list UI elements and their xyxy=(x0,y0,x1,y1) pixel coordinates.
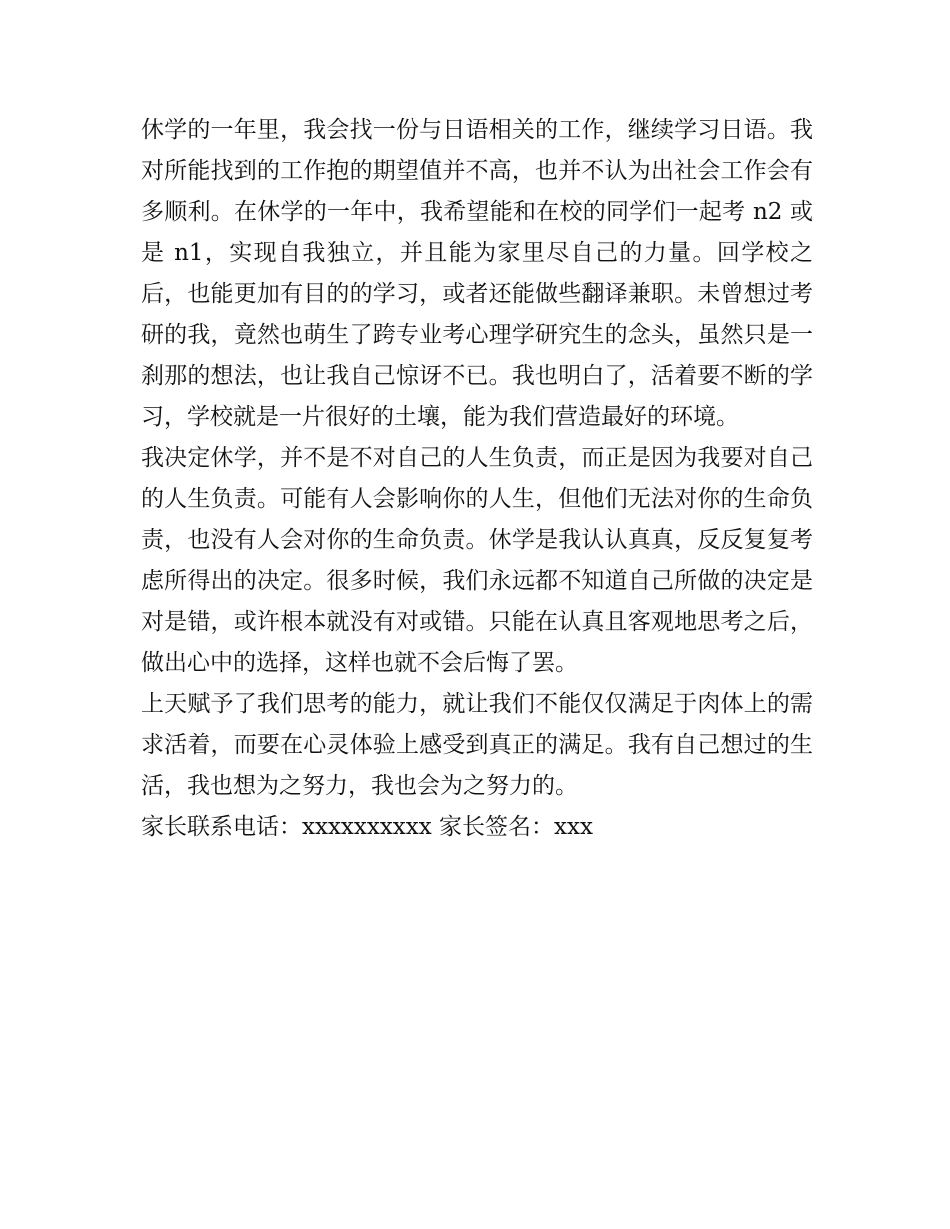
paragraph-plans: 休学的一年里，我会找一份与日语相关的工作，继续学习日语。我对所能找到的工作抱的期望值并不高，也并不认为出社会工作会有多顺利。在休学的一年中，我希望能和在校的同学们一起考 n2 或是 n1，实现自我独立，并且能为家里尽自己的力量。回学校之后，也能更加有目的的学习，或者还能做些翻译兼职。未曾想过考研的我，竟然也萌生了跨专业考心理学研究生的念头，虽然只是一刹那的想法，也让我自己惊讶不已。我也明白了，活着要不断的学习，学校就是一片很好的土壤，能为我们营造最好的环境。 xyxy=(141,117,813,430)
parent-contact-line: 家长联系电话：xxxxxxxxxx 家长签名：xxx xyxy=(141,814,593,840)
paragraph-decision: 我决定休学，并不是不对自己的人生负责，而正是因为我要对自己的人生负责。可能有人会影响你的人生，但他们无法对你的生命负责，也没有人会对你的生命负责。休学是我认认真真，反反复复考虑所得出的决定。很多时候，我们永远都不知道自己所做的决定是对是错，或许根本就没有对或错。只能在认真且客观地思考之后，做出心中的选择，这样也就不会后悔了罢。 xyxy=(141,445,813,676)
document-body xyxy=(141,110,813,848)
paragraph-thinking: 上天赋予了我们思考的能力，就让我们不能仅仅满足于肉体上的需求活着，而要在心灵体验上感受到真正的满足。我有自己想过的生活，我也想为之努力，我也会为之努力的。 xyxy=(141,691,813,799)
